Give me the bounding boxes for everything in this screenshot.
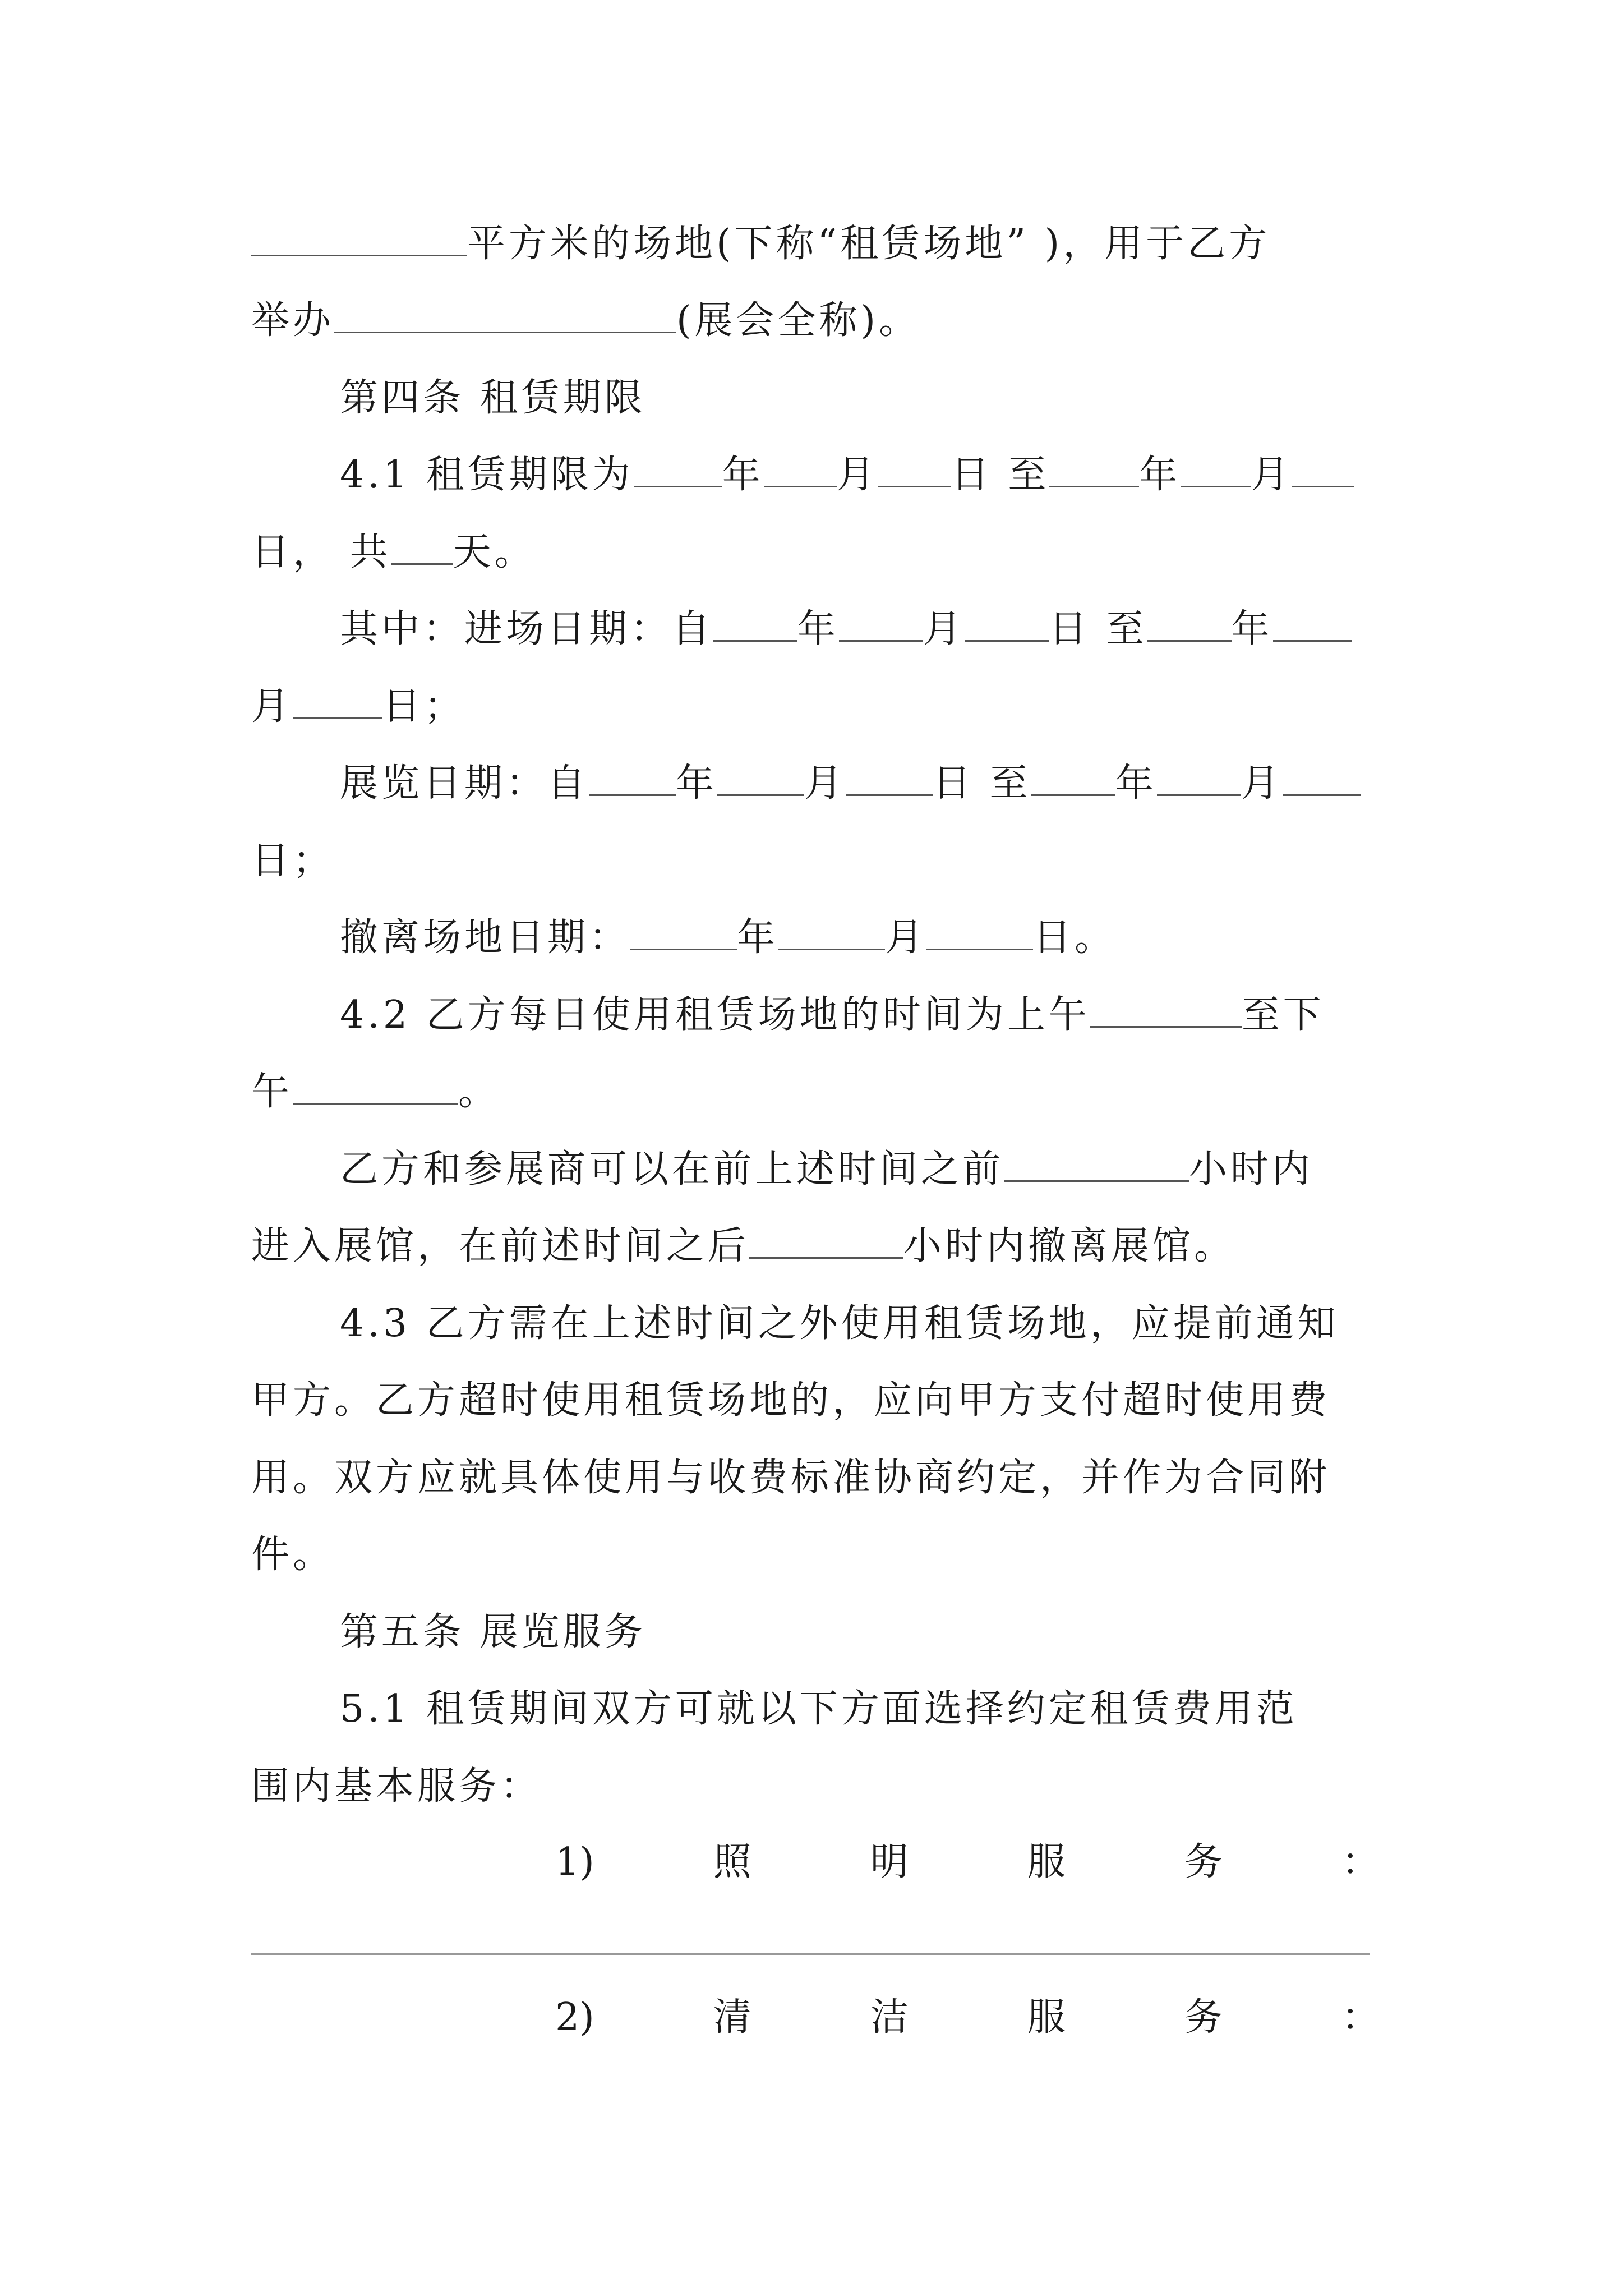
text-run: 小时内撤离展馆。 <box>903 1224 1236 1268</box>
item-char: ： <box>1341 1840 1380 1884</box>
text-line: 5.1 租赁期间双方可就以下方面选择约定租赁费用范 <box>340 1687 1298 1731</box>
text-run: (展会全称)。 <box>676 298 921 343</box>
item-char: 明 <box>870 1840 909 1884</box>
text-run: 年 <box>1231 607 1273 651</box>
text-line: 日； <box>251 839 335 883</box>
text-line <box>340 758 1390 809</box>
fill-blank <box>717 758 804 796</box>
text-run: 月 <box>1241 761 1283 806</box>
fill-blank <box>839 604 923 642</box>
section-heading: 第四条 租赁期限 <box>340 376 646 420</box>
item-char: 服 <box>1027 1840 1066 1884</box>
fill-blank <box>926 913 1033 950</box>
text-run: 日 至 <box>1049 607 1147 651</box>
section-heading: 第五条 展览服务 <box>340 1610 646 1654</box>
fill-blank <box>1292 450 1354 487</box>
text-run: 进入展馆，在前述时间之后 <box>251 1224 750 1268</box>
fill-blank <box>1049 450 1139 487</box>
text-run: 年 <box>676 761 718 806</box>
text-run: 展览日期：自 <box>340 761 589 806</box>
text-run: 小时内 <box>1189 1147 1314 1191</box>
text-line <box>340 913 1390 963</box>
text-line: 围内基本服务： <box>251 1764 542 1809</box>
fill-blank <box>251 219 467 256</box>
fill-blank <box>846 758 933 796</box>
text-run: 日 至 <box>951 453 1050 497</box>
text-line <box>251 1221 1390 1272</box>
text-run: 月 <box>251 684 293 729</box>
fill-blank <box>634 450 722 487</box>
text-line <box>251 1067 1390 1117</box>
item-char: 务 <box>1184 1995 1223 2040</box>
fill-blank <box>630 913 737 950</box>
text-line <box>340 450 1390 500</box>
text-run: 平方米的场地(下称“租赁场地” )，用于乙方 <box>467 222 1271 266</box>
text-run: 年 <box>1115 761 1157 806</box>
fill-blank <box>1157 758 1241 796</box>
text-line <box>340 990 1390 1041</box>
service-item-lighting <box>555 1837 1380 1888</box>
fill-blank <box>293 1067 458 1105</box>
item-char: 服 <box>1027 1995 1066 2040</box>
service-item-cleaning <box>555 1993 1380 2043</box>
item-number: 2) <box>555 1995 594 2040</box>
text-run: 乙方和参展商可以在前上述时间之前 <box>340 1147 1004 1191</box>
text-line <box>340 604 1390 655</box>
text-line <box>251 219 1390 269</box>
text-run: 年 <box>797 607 840 651</box>
text-line: 件。 <box>251 1533 335 1577</box>
item-char: ： <box>1341 1995 1380 2040</box>
fill-blank <box>878 450 951 487</box>
fill-blank <box>778 913 885 950</box>
text-run: 年 <box>722 453 764 497</box>
text-run: 日， 共 <box>251 530 391 574</box>
fill-in-line <box>251 1953 1370 1955</box>
text-run: 天。 <box>453 530 536 574</box>
fill-blank <box>1273 604 1352 642</box>
text-line: 甲方。乙方超时使用租赁场地的，应向甲方支付超时使用费 <box>251 1378 1331 1423</box>
item-char: 务 <box>1184 1840 1223 1884</box>
text-run: 4.1 租赁期限为 <box>340 453 634 497</box>
fill-blank <box>749 1221 903 1259</box>
text-line: 用。双方应就具体使用与收费标准协商约定，并作为合同附 <box>251 1456 1331 1500</box>
text-run: 至下 <box>1241 993 1325 1037</box>
item-char: 清 <box>713 1995 751 2040</box>
text-run: 举办 <box>251 298 335 343</box>
fill-blank <box>589 758 676 796</box>
text-run: 月 <box>1251 453 1293 497</box>
fill-blank <box>1181 450 1251 487</box>
text-line <box>251 296 1390 346</box>
fill-blank <box>293 682 382 719</box>
text-line <box>251 682 1390 732</box>
text-run: 月 <box>804 761 846 806</box>
text-run: 月 <box>923 607 965 651</box>
text-run: 日。 <box>1033 915 1117 960</box>
text-run: 。 <box>458 1070 500 1114</box>
fill-blank <box>713 604 797 642</box>
item-number: 1) <box>555 1840 594 1884</box>
text-run: 月 <box>885 915 927 960</box>
text-run: 撤离场地日期： <box>340 915 631 960</box>
text-line: 4.3 乙方需在上述时间之外使用租赁场地，应提前通知 <box>340 1301 1339 1346</box>
text-run: 其中：进场日期：自 <box>340 607 714 651</box>
fill-blank <box>764 450 837 487</box>
text-run: 日； <box>382 684 466 729</box>
fill-blank <box>1090 990 1242 1028</box>
text-run: 日 至 <box>933 761 1031 806</box>
text-run: 午 <box>251 1070 293 1114</box>
text-run: 月 <box>836 453 878 497</box>
fill-blank <box>391 527 453 565</box>
text-line <box>251 527 1390 578</box>
fill-blank <box>965 604 1049 642</box>
fill-blank <box>1031 758 1115 796</box>
fill-blank <box>334 296 676 333</box>
item-char: 洁 <box>870 1995 909 2040</box>
fill-blank <box>1283 758 1361 796</box>
text-line <box>340 1144 1390 1195</box>
text-run: 年 <box>1139 453 1181 497</box>
fill-blank <box>1147 604 1232 642</box>
text-run: 4.2 乙方每日使用租赁场地的时间为上午 <box>340 993 1090 1037</box>
item-char: 照 <box>713 1840 751 1884</box>
fill-blank <box>1004 1144 1189 1182</box>
text-run: 年 <box>737 915 779 960</box>
